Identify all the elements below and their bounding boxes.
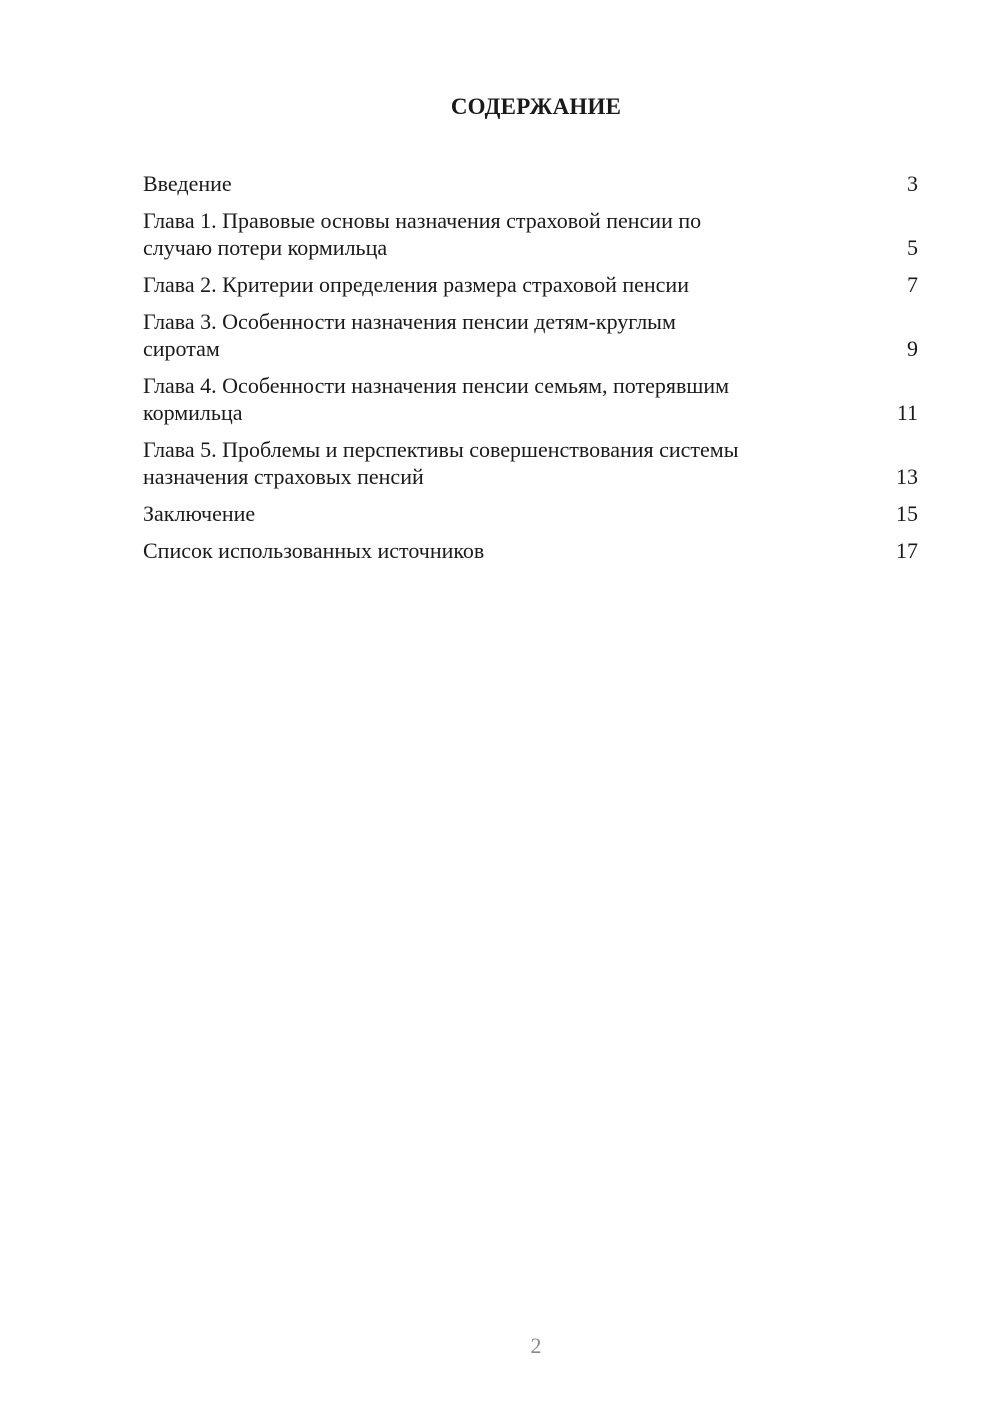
toc-entry-page: 7	[907, 272, 918, 297]
toc-entry-chapter-5[interactable]	[143, 436, 918, 490]
toc-entry-chapter-2[interactable]	[143, 271, 918, 298]
toc-entry-introduction[interactable]	[143, 170, 918, 197]
toc-entry-title: Глава 4. Особенности назначения пенсии семьям, потерявшим кормильца	[143, 373, 730, 425]
toc-entry-page: 17	[896, 538, 918, 563]
page-number: 2	[530, 1333, 542, 1358]
toc-entry-page: 5	[907, 235, 918, 260]
toc-entry-title: Глава 2. Критерии определения размера страховой пенсии	[143, 272, 689, 297]
toc-entry-chapter-4[interactable]	[143, 372, 918, 426]
page-title: СОДЕРЖАНИЕ	[450, 94, 622, 119]
toc-entry-title: Глава 1. Правовые основы назначения страховой пенсии по случаю потери кормильца	[143, 208, 702, 260]
toc-entry-title: Список использованных источников	[143, 538, 485, 563]
toc-entry-title: Глава 5. Проблемы и перспективы совершенствования системы назначения страховых пенсий	[143, 437, 739, 489]
table-of-contents	[143, 170, 918, 574]
toc-entry-conclusion[interactable]	[143, 500, 918, 527]
toc-entry-references[interactable]	[143, 537, 918, 564]
toc-entry-chapter-3[interactable]	[143, 308, 918, 362]
toc-entry-page: 9	[907, 336, 918, 361]
toc-entry-page: 3	[907, 171, 918, 196]
toc-entry-title: Глава 3. Особенности назначения пенсии детям-круглым сиротам	[143, 309, 676, 361]
toc-entry-title: Заключение	[143, 501, 256, 526]
toc-entry-title: Введение	[143, 171, 232, 196]
toc-entry-page: 13	[896, 464, 918, 489]
toc-entry-page: 11	[896, 400, 918, 425]
toc-entry-chapter-1[interactable]	[143, 207, 918, 261]
toc-entry-page: 15	[896, 501, 918, 526]
